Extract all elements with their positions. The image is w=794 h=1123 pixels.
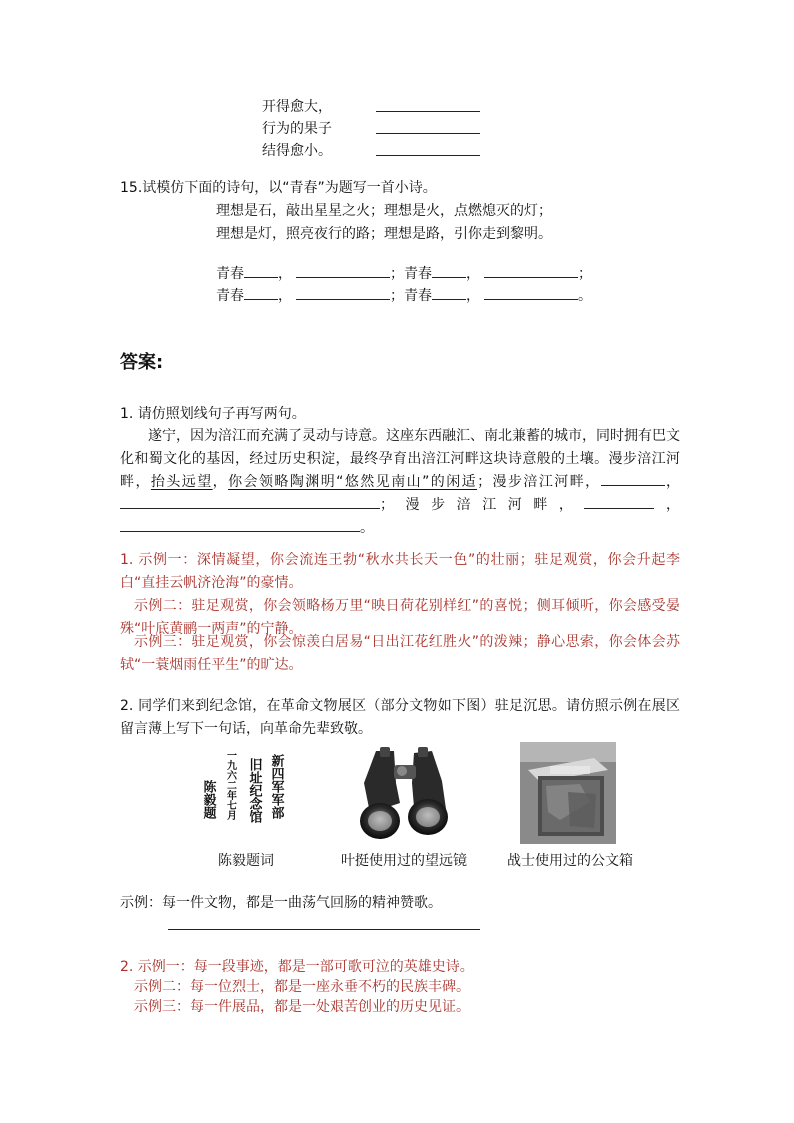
q1-passage — [120, 425, 680, 540]
answer-blank[interactable] — [296, 285, 390, 300]
fill-line-1 — [262, 97, 332, 117]
answer-blank[interactable] — [120, 517, 360, 532]
document-box-image — [520, 742, 616, 844]
answer-blank[interactable] — [376, 97, 480, 112]
poem-fill-line-1 — [216, 263, 592, 284]
answer-blank[interactable] — [376, 141, 480, 156]
q2-title: 2. 同学们来到纪念馆，在革命文物展区（部分文物如下图）驻足沉思。请仿照示例在展区留言薄上写下一句话，向革命先辈致敬。 — [120, 698, 680, 737]
q1-title: 1. 请仿照划线句子再写两句。 — [120, 406, 306, 422]
answer-blank[interactable] — [296, 263, 390, 278]
calligraphy-inscription-icon — [196, 740, 292, 842]
punct: ， — [664, 474, 681, 490]
fill-line-text: 行为的果子 — [262, 121, 332, 137]
punct: ； — [578, 266, 592, 282]
passage-text: ；漫步涪江河畔， — [380, 497, 585, 513]
punct: 。 — [360, 520, 374, 536]
answer-blank[interactable] — [244, 263, 278, 278]
q2-answer-1: 2. 示例一：每一段事迹，都是一部可歌可泣的英雄史诗。 — [120, 959, 474, 975]
model-poem-line-2: 理想是灯，照亮夜行的路；理想是路，引你走到黎明。 — [216, 226, 552, 242]
punct: ； — [390, 288, 404, 304]
poem-word: 青春 — [404, 266, 432, 282]
answer-blank[interactable] — [432, 263, 466, 278]
caption-calligraphy: 陈毅题词 — [218, 853, 274, 869]
punct: ， — [466, 266, 480, 282]
calligraphy-col: 陈毅题 — [200, 780, 216, 819]
passage-text: 遂宁，因为涪江而充满了灵动与诗意。这座东西融汇、南北兼蓄的城市，同时拥有巴文化和蜀文化的基因，经过历史积淀，最终孕育出涪江河畔这块诗意般的土壤。漫步涪江河畔， — [120, 428, 680, 490]
poem-word: 青春 — [216, 288, 244, 304]
fill-line-text: 开得愈大， — [262, 99, 332, 115]
q1-answer-2: 示例二：驻足观赏，你会领略杨万里“映日荷花别样红”的喜悦；侧耳倾听，你会感受晏殊“叶底黄鹂一两声”的宁静。 — [120, 598, 680, 637]
answer-heading: 答案: — [120, 352, 164, 373]
answer-blank[interactable] — [484, 263, 578, 278]
poem-word: 青春 — [404, 288, 432, 304]
punct: ， — [278, 288, 292, 304]
answer-blank[interactable] — [432, 285, 466, 300]
answer-blank[interactable] — [601, 471, 665, 486]
binoculars-icon — [356, 743, 452, 843]
punct: ， — [466, 288, 480, 304]
q2-answer-2: 示例二：每一位烈士，都是一座永垂不朽的民族丰碑。 — [134, 979, 470, 995]
answer-blank[interactable] — [484, 285, 578, 300]
punct: ， — [278, 266, 292, 282]
underlined-phrase: 抬头远望 — [150, 474, 213, 490]
q1-answer-1: 1. 示例一：深情凝望，你会流连王勃“秋水共长天一色”的壮丽；驻足观赏，你会升起李白“直挂云帆济沧海”的豪情。 — [120, 552, 680, 591]
answer-blank[interactable] — [120, 494, 380, 509]
poem-word: 青春 — [216, 266, 244, 282]
question-text: 试模仿下面的诗句，以“青春”为题写一首小诗。 — [142, 180, 437, 196]
q2-example: 示例：每一件文物，都是一曲荡气回肠的精神赞歌。 — [120, 895, 442, 911]
calligraphy-image — [196, 740, 292, 842]
answer-blank[interactable] — [244, 285, 278, 300]
calligraphy-col: 旧址纪念馆 — [246, 758, 262, 823]
model-poem-line-1: 理想是石，敲出星星之火；理想是火，点燃熄灭的灯； — [216, 203, 552, 219]
calligraphy-col: 一九六二年七月 — [224, 750, 236, 820]
answer-blank[interactable] — [584, 494, 654, 509]
fill-line-3 — [262, 141, 332, 161]
fill-line-text: 结得愈小。 — [262, 143, 332, 159]
answer-blank[interactable] — [376, 119, 480, 134]
underlined-phrase: 你会领略陶渊明“悠然见南山”的闲适 — [228, 474, 478, 490]
q1-answer-3: 示例三：驻足观赏，你会惊羡白居易“日出江花红胜火”的泼辣；静心思索，你会体会苏轼“一蓑烟雨任平生”的旷达。 — [120, 634, 680, 673]
fill-line-2 — [262, 119, 332, 139]
q2-answer-3: 示例三：每一件展品，都是一处艰苦创业的历史见证。 — [134, 999, 470, 1015]
calligraphy-col: 新四军军部 — [268, 754, 284, 819]
caption-binoculars: 叶挺使用过的望远镜 — [341, 853, 467, 869]
caption-document-box: 战士使用过的公文箱 — [507, 853, 633, 869]
punct: 。 — [578, 288, 592, 304]
passage-text: ；漫步涪江河畔， — [477, 474, 601, 490]
punct: ； — [390, 266, 404, 282]
answer-blank[interactable] — [168, 929, 480, 930]
question-15-prompt — [120, 178, 437, 198]
binoculars-image — [356, 743, 452, 843]
poem-fill-line-2 — [216, 285, 592, 306]
punct: ， — [654, 497, 681, 513]
document-box-icon — [520, 742, 616, 844]
question-number: 15. — [120, 180, 143, 196]
punct: ， — [212, 474, 229, 490]
